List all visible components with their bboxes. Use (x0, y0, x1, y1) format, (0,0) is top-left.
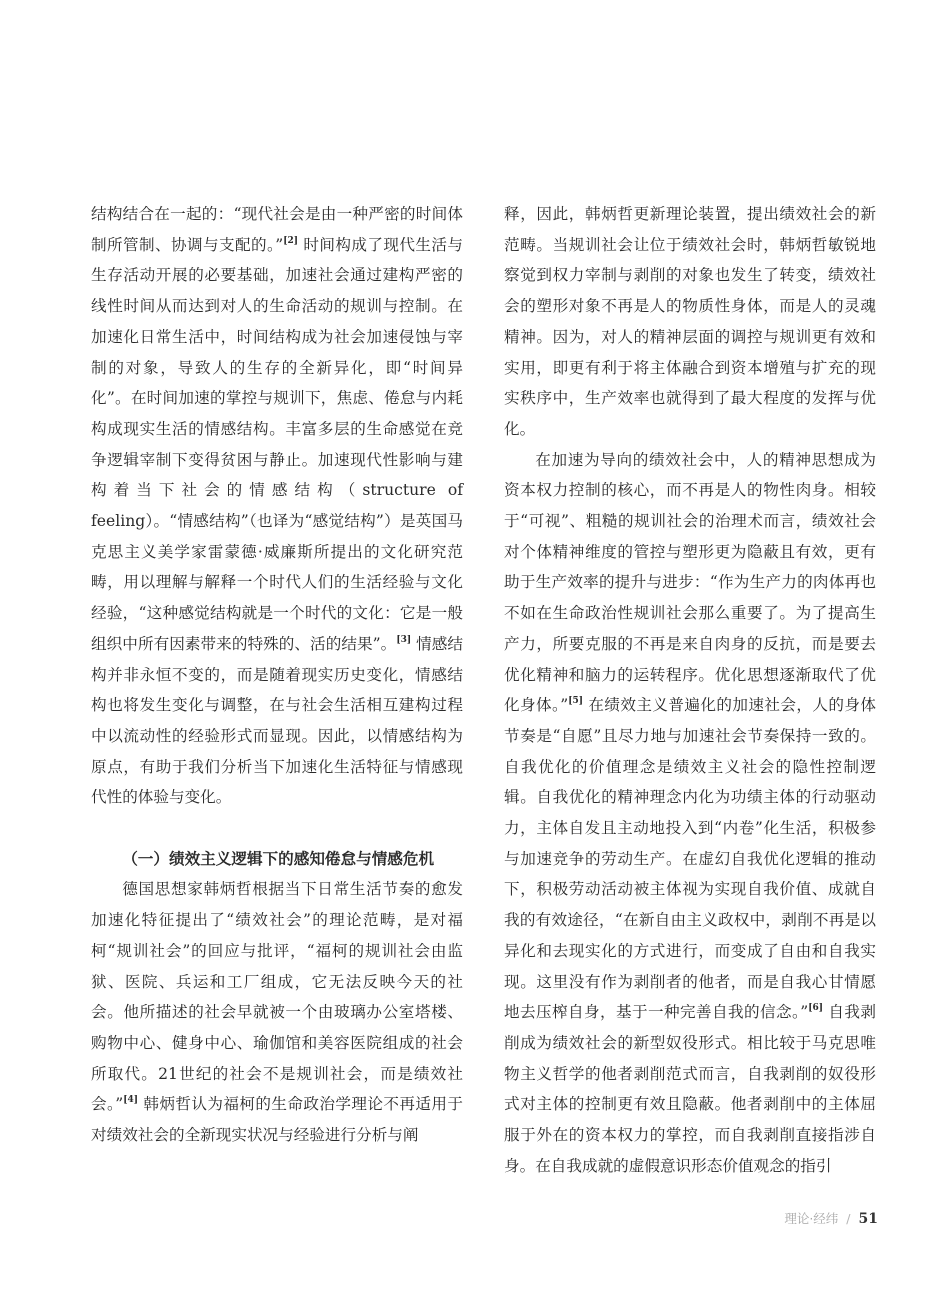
left-column (91, 199, 463, 1151)
right-column (504, 199, 876, 1182)
paragraph-text: 韩炳哲认为福柯的生命政治学理论不再适用于对绩效社会的全新现实状况与经验进行分析与阐 (91, 1095, 463, 1145)
journal-name: 理论·经纬 (784, 1211, 839, 1226)
section-heading: （一）绩效主义逻辑下的感知倦怠与情感危机 (122, 849, 435, 868)
paragraph-text: 结构结合在一起的：“现代社会是由一种严密的时间体制所管制、协调与支配的。” (91, 205, 463, 254)
footer-separator: / (846, 1211, 851, 1226)
section-gap (91, 813, 463, 844)
paragraph-text: 自我剥削成为绩效社会的新型奴役形式。相比较于马克思唯物主义哲学的他者剥削范式而言，自我剥削的奴役形式对主体的控制更有效且隐蔽。他者剥削中的主体屈服于外在的资本权力的掌控，而自我剥削直接指涉自身。在自我成就的虚假意识形态价值观念的指引 (504, 1003, 876, 1175)
paragraph-text: 在加速为导向的绩效社会中，人的精神思想成为资本权力控制的核心，而不再是人的物性肉身。相较于“可视”、粗糙的规训社会的治理术而言，绩效社会对个体精神维度的管控与塑形更为隐蔽且有效，更有助于生产效率的提升与进步：“作为生产力的肉体再也不如在生命政治性规训社会那么重要了。为了提高生产力，所要克服的不再是来自肉身的反抗，而是要去优化精神和脑力的运转程序。优化思想逐渐取代了优化身体。” (504, 450, 876, 715)
citation-ref[interactable]: [2] (283, 235, 298, 246)
citation-ref[interactable]: [3] (396, 634, 412, 645)
body-paragraph (91, 874, 463, 1150)
citation-ref[interactable]: [5] (568, 696, 583, 707)
body-paragraph (504, 445, 876, 1182)
body-paragraph: 释，因此，韩炳哲更新理论装置，提出绩效社会的新范畴。当规训社会让位于绩效社会时，韩炳哲敏锐地察觉到权力宰制与剥削的对象也发生了转变，绩效社会的塑形对象不再是人的物质性身体，而是人的灵魂精神。因为，对人的精神层面的调控与规训更有效和实用，即更有利于将主体融合到资本增殖与扩充的现实秩序中，生产效率也就得到了最大程度的发挥与优化。 (504, 205, 876, 438)
citation-ref[interactable]: [6] (808, 1003, 824, 1014)
citation-ref[interactable]: [4] (123, 1095, 138, 1106)
paragraph-text: 时间构成了现代生活与生存活动开展的必要基础，加速社会通过建构严密的线性时间从而达到对人的生命活动的规训与控制。在加速化日常生活中，时间结构成为社会加速侵蚀与宰制的对象，导致人的生存的全新异化，即“时间异化”。在时间加速的掌控与规训下，焦虑、倦怠与内耗构成现实生活的情感结构。丰富多层的生命感觉在竞争逻辑宰制下变得贫困与静止。加速现代性影响与建构着当下社会的情感结构（structure of feeling）。“情感结构”（也译为“感觉结构”）是英国马克思主义美学家雷蒙德·威廉斯所提出的文化研究范畴，用以理解与解释一个时代人们的生活经验与文化经验，“这种感觉结构就是一个时代的文化：它是一般组织中所有因素带来的特殊的、活的结果”。 (91, 235, 463, 653)
page-number: 51 (858, 1211, 878, 1227)
body-paragraph (91, 199, 463, 813)
paragraph-text: 情感结构并非永恒不变的，而是随着现实历史变化，情感结构也将发生变化与调整，在与社会生活相互建构过程中以流动性的经验形式而显现。因此，以情感结构为原点，有助于我们分析当下加速化生活特征与情感现代性的体验与变化。 (91, 634, 463, 807)
page-footer (784, 1209, 878, 1227)
paragraph-text: 德国思想家韩炳哲根据当下日常生活节奏的愈发加速化特征提出了“绩效社会”的理论范畴，是对福柯“规训社会”的回应与批评，“福柯的规训社会由监狱、医院、兵运和工厂组成，它无法反映今天的社会。他所描述的社会早就被一个由玻璃办公室塔楼、购物中心、健身中心、瑜伽馆和美容医院组成的社会所取代。21世纪的社会不是规训社会，而是绩效社会。” (91, 880, 463, 1114)
paragraph-text: 在绩效主义普遍化的加速社会，人的身体节奏是“自愿”且尽力地与加速社会节奏保持一致的。自我优化的价值理念是绩效主义社会的隐性控制逻辑。自我优化的精神理念内化为功绩主体的行动驱动力，主体自发且主动地投入到“内卷”化生活，积极参与加速竞争的劳动生产。在虚幻自我优化逻辑的推动下，积极劳动活动被主体视为实现自我价值、成就自我的有效途径，“在新自由主义政权中，剥削不再是以异化和去现实化的方式进行，而变成了自由和自我实现。这里没有作为剥削者的他者，而是自我心甘情愿地去压榨自身，基于一种完善自我的信念。” (504, 696, 876, 1022)
